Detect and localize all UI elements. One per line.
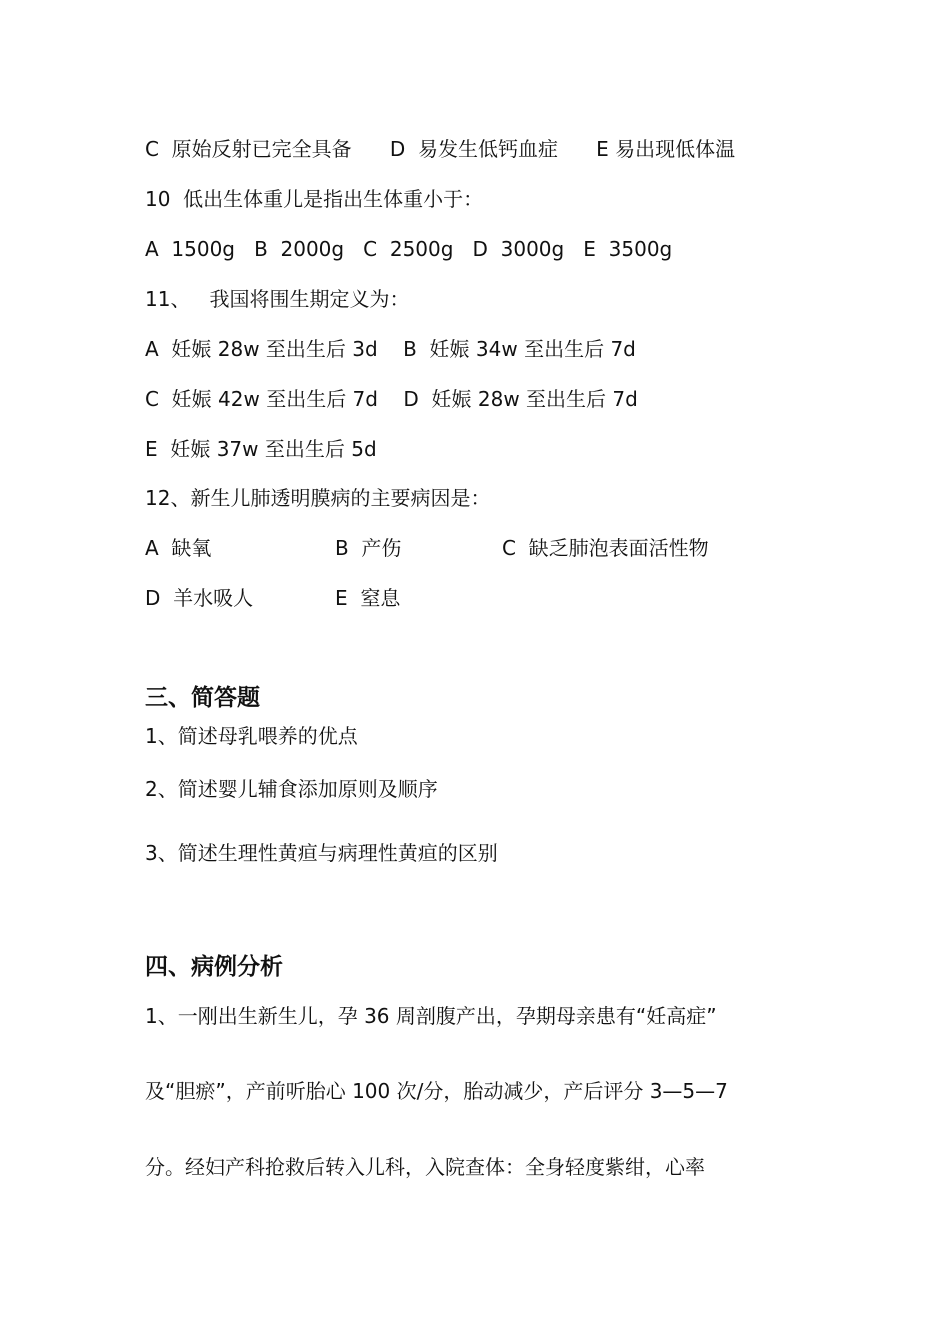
q12-option-c: C 缺乏肺泡表面活性物 xyxy=(502,536,709,560)
q10-stem: 10 低出生体重儿是指出生体重小于： xyxy=(145,187,484,211)
q11-options-2: C 妊娠 42w 至出生后 7d D 妊娠 28w 至出生后 7d xyxy=(145,387,638,411)
q11-options-3: E 妊娠 37w 至出生后 5d xyxy=(145,437,377,461)
short-answer-q1: 1、简述母乳喂养的优点 xyxy=(145,724,358,748)
case-analysis-heading: 四、病例分析 xyxy=(145,953,283,980)
q12-option-e: E 窒息 xyxy=(335,586,401,610)
case-analysis-line-1: 1、一刚出生新生儿，孕 36 周剖腹产出，孕期母亲患有“妊高症” xyxy=(145,1004,717,1028)
q9-options-line: C 原始反射已完全具备 D 易发生低钙血症 E 易出现低体温 xyxy=(145,137,736,161)
short-answer-q3: 3、简述生理性黄疸与病理性黄疸的区别 xyxy=(145,841,498,865)
case-analysis-line-2: 及“胆瘀”，产前听胎心 100 次/分，胎动减少，产后评分 3—5—7 xyxy=(145,1079,728,1103)
short-answer-q2: 2、简述婴儿辅食添加原则及顺序 xyxy=(145,777,438,801)
short-answer-heading: 三、简答题 xyxy=(145,684,260,711)
q11-stem: 11、 我国将围生期定义为： xyxy=(145,287,410,311)
q12-option-d: D 羊水吸人 xyxy=(145,586,254,610)
q10-options: A 1500g B 2000g C 2500g D 3000g E 3500g xyxy=(145,237,673,261)
q11-options-1: A 妊娠 28w 至出生后 3d B 妊娠 34w 至出生后 7d xyxy=(145,337,636,361)
case-analysis-line-3: 分。经妇产科抢救后转入儿科，入院查体：全身轻度紫绀，心率 xyxy=(145,1155,705,1179)
q12-option-b: B 产伤 xyxy=(335,536,402,560)
q12-option-a: A 缺氧 xyxy=(145,536,212,560)
q12-stem: 12、新生儿肺透明膜病的主要病因是： xyxy=(145,486,491,510)
